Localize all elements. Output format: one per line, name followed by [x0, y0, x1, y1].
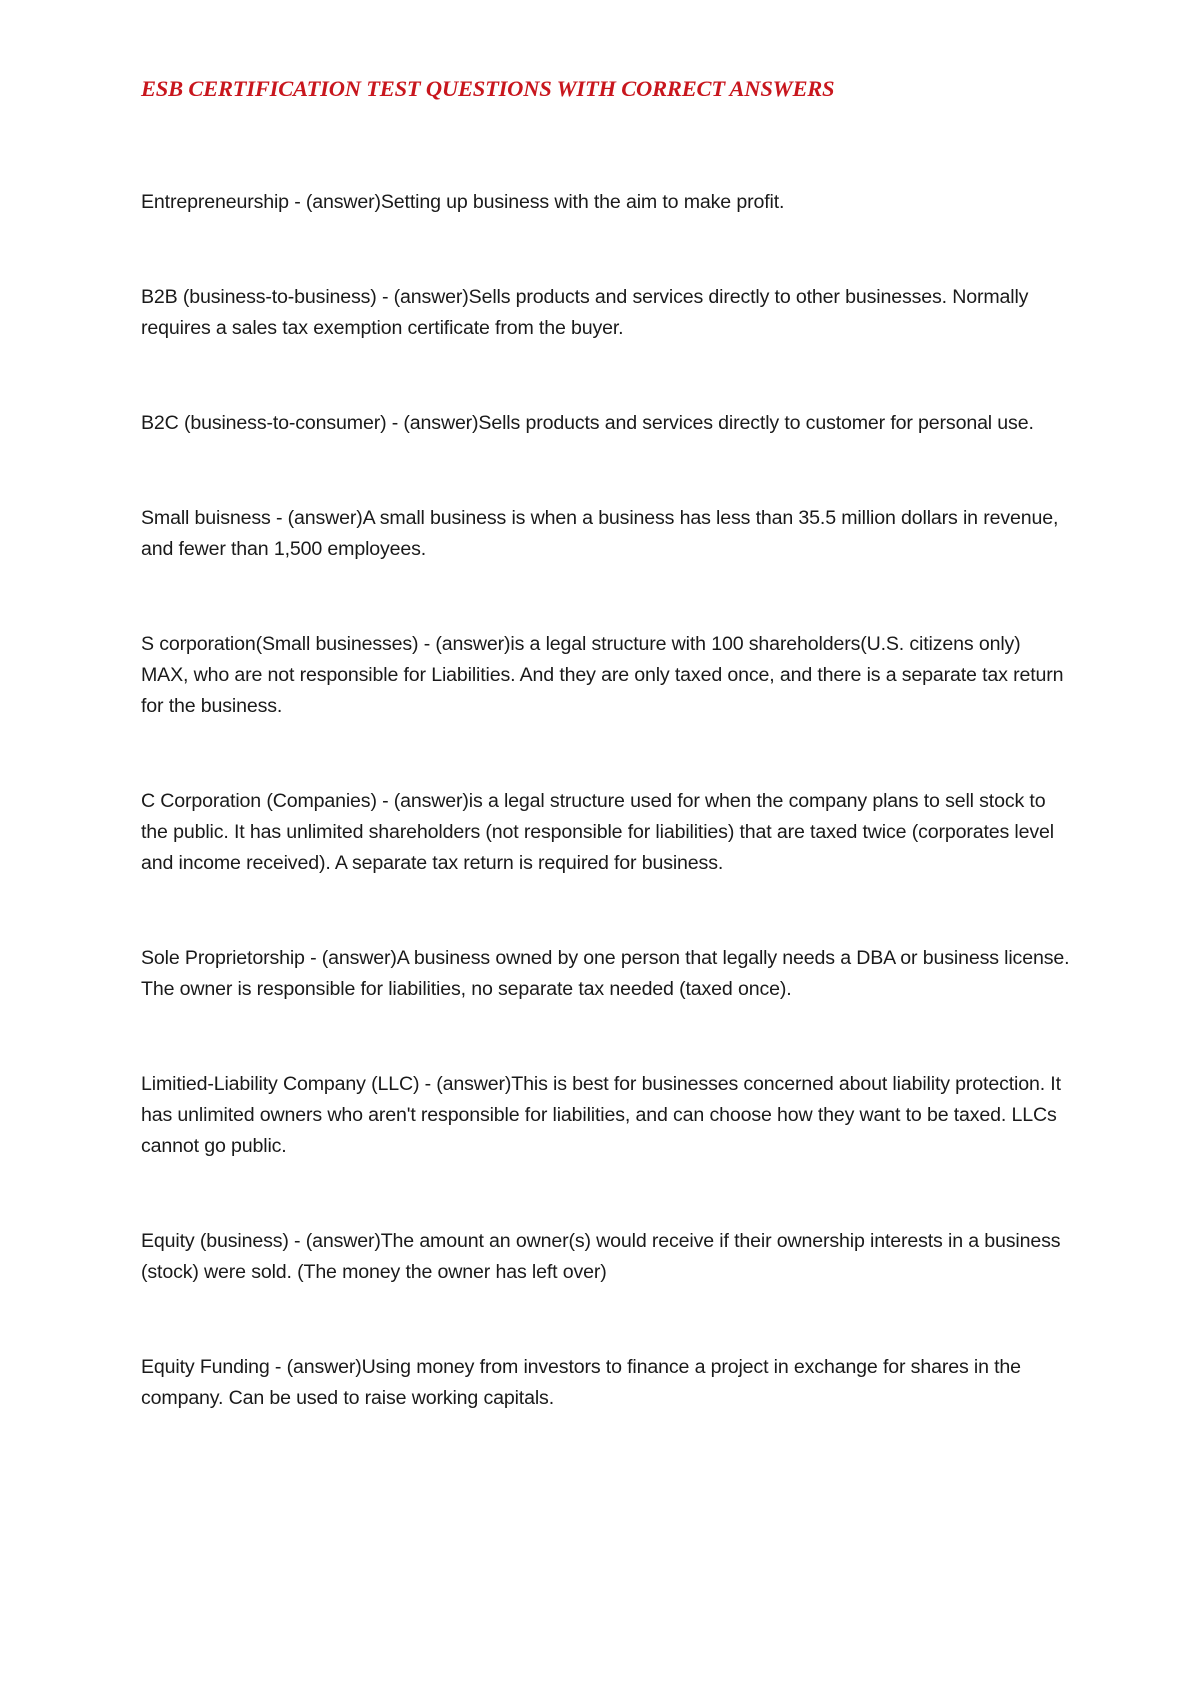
qa-entry-equity: Equity (business) - (answer)The amount an owner(s) would receive if their ownership interests in a business (stock) were sold. (The money the owner has left over): [141, 1230, 1061, 1283]
qa-list: [141, 187, 1071, 1478]
qa-entry-equity-funding: Equity Funding - (answer)Using money from investors to finance a project in exchange for shares in the company. Can be used to raise working capitals.: [141, 1356, 1021, 1409]
qa-entry-s-corporation: S corporation(Small businesses) - (answer)is a legal structure with 100 shareholders(U.S. citizens only) MAX, who are not responsible for Liabilities. And they are only taxed once, and there is a separate tax return for the business.: [141, 633, 1064, 717]
qa-entry-llc: Limitied-Liability Company (LLC) - (answer)This is best for businesses concerned about liability protection. It has unlimited owners who aren't responsible for liabilities, and can choose how they want to be taxed. LLCs cannot go public.: [141, 1073, 1061, 1157]
qa-entry-small-business: Small buisness - (answer)A small business is when a business has less than 35.5 million dollars in revenue, and fewer than 1,500 employees.: [141, 507, 1059, 560]
qa-entry-c-corporation: C Corporation (Companies) - (answer)is a legal structure used for when the company plans to sell stock to the public. It has unlimited shareholders (not responsible for liabilities) that are taxed twice (corporates level and income received). A separate tax return is required for business.: [141, 790, 1054, 874]
qa-entry-entrepreneurship: Entrepreneurship - (answer)Setting up business with the aim to make profit.: [141, 191, 785, 213]
qa-entry-b2c: B2C (business-to-consumer) - (answer)Sells products and services directly to customer for personal use.: [141, 412, 1034, 434]
qa-entry-sole-proprietorship: Sole Proprietorship - (answer)A business owned by one person that legally needs a DBA or business license. The owner is responsible for liabilities, no separate tax needed (taxed once).: [141, 947, 1070, 1000]
qa-entry-b2b: B2B (business-to-business) - (answer)Sells products and services directly to other businesses. Normally requires a sales tax exemption certificate from the buyer.: [141, 286, 1029, 339]
document-title: ESB CERTIFICATION TEST QUESTIONS WITH CORRECT ANSWERS: [141, 76, 835, 101]
